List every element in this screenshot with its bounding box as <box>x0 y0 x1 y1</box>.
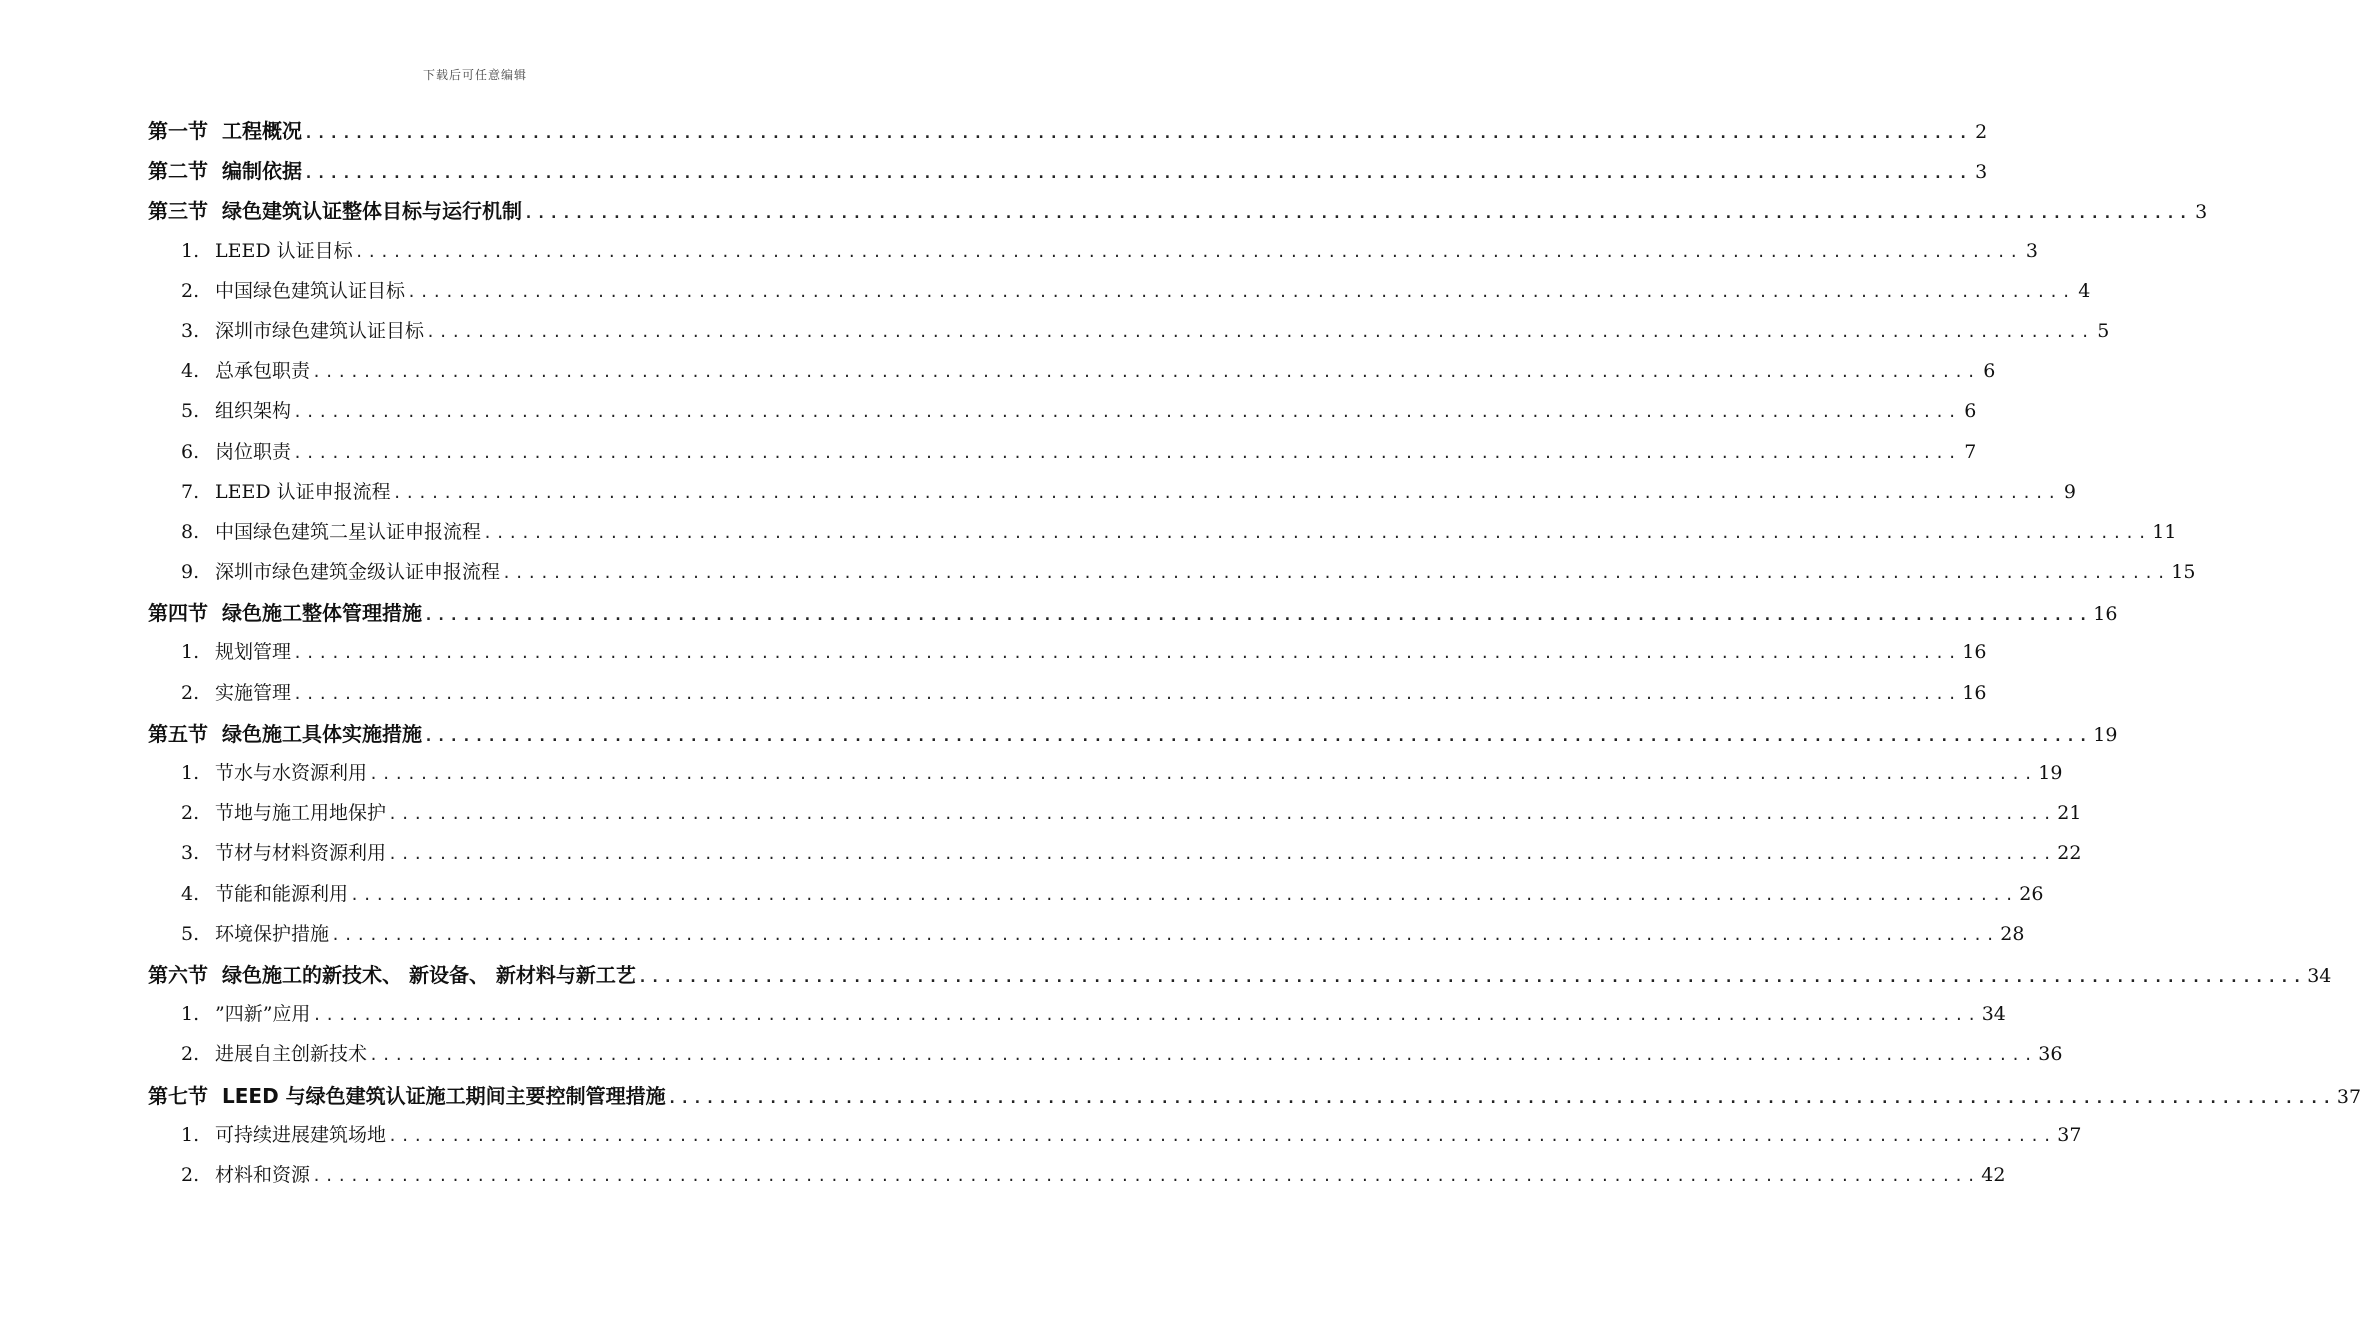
toc-entry-title: 材料和资源 <box>215 1163 311 1186</box>
toc-subsection-entry[interactable] <box>148 999 2006 1039</box>
toc-section-number: 第三节 <box>148 199 208 224</box>
toc-page-number: 5 <box>2097 319 2110 342</box>
toc-subsection-entry[interactable] <box>148 838 2082 878</box>
toc-entry-label <box>181 1160 310 1187</box>
toc-entry-label <box>181 637 291 664</box>
toc-entry-label <box>181 236 353 263</box>
toc-section-entry[interactable] <box>148 597 2118 637</box>
toc-entry-label <box>181 999 310 1026</box>
toc-page-number: 4 <box>2078 279 2091 302</box>
toc-entry-label <box>148 115 302 144</box>
toc-subsection-entry[interactable] <box>148 758 2063 798</box>
toc-dot-leader: .................................................................................................................................... <box>388 805 2056 824</box>
toc-subsection-entry[interactable] <box>148 1160 2006 1200</box>
toc-item-number: 9. <box>181 561 200 584</box>
toc-entry-label <box>148 597 422 626</box>
toc-item-number: 2. <box>181 279 200 302</box>
toc-section-entry[interactable] <box>148 195 2208 235</box>
toc-section-number: 第七节 <box>148 1083 208 1108</box>
toc-dot-leader: .................................................................................................................................... <box>483 523 2151 542</box>
toc-page-number: 3 <box>2025 239 2038 262</box>
toc-item-number: 1. <box>181 1123 200 1146</box>
toc-section-entry[interactable] <box>148 115 1988 155</box>
toc-entry-label <box>181 356 310 383</box>
toc-page-number: 2 <box>1975 121 1988 143</box>
toc-item-number: 2. <box>181 1043 200 1066</box>
toc-page-number: 34 <box>1981 1003 2006 1026</box>
toc-entry-title: 环境保护措施 <box>215 922 330 945</box>
toc-entry-title: 绿色施工的新技术、 新设备、 新材料与新工艺 <box>222 962 636 987</box>
toc-dot-leader: .................................................................................................................................... <box>407 282 2075 301</box>
toc-dot-leader: .................................................................................................................................... <box>293 644 1961 663</box>
toc-entry-title: ”四新”应用 <box>215 1003 311 1026</box>
toc-subsection-entry[interactable] <box>148 678 1987 718</box>
toc-page-number: 22 <box>2057 842 2082 865</box>
toc-dot-leader: .................................................................................................................................... <box>312 1006 1980 1025</box>
toc-item-number: 6. <box>181 440 200 463</box>
toc-item-number: 8. <box>181 520 200 543</box>
toc-item-number: 2. <box>181 1163 200 1186</box>
toc-dot-leader: .................................................................................................................................... <box>304 124 1972 142</box>
toc-page-number: 26 <box>2019 882 2044 905</box>
toc-page-number: 6 <box>1964 400 1977 423</box>
toc-page-number: 42 <box>1981 1163 2006 1186</box>
toc-entry-title: 深圳市绿色建筑认证目标 <box>215 319 425 342</box>
toc-entry-label <box>181 517 481 544</box>
toc-dot-leader: .................................................................................................................................... <box>369 765 2037 783</box>
toc-item-number: 4. <box>181 360 200 383</box>
toc-item-number: 1. <box>181 641 200 664</box>
toc-entry-title: 工程概况 <box>222 119 302 143</box>
toc-section-number: 第一节 <box>148 119 208 143</box>
toc-entry-title: 总承包职责 <box>215 360 311 383</box>
toc-entry-label <box>181 758 367 785</box>
toc-entry-title: 节材与材料资源利用 <box>215 842 387 865</box>
toc-entry-label <box>181 477 391 504</box>
toc-entry-title: LEED 认证目标 <box>215 239 353 262</box>
toc-entry-title: 可持续进展建筑场地 <box>215 1123 387 1146</box>
toc-entry-title: 规划管理 <box>215 641 292 664</box>
toc-dot-leader: .................................................................................................................................... <box>388 1126 2056 1145</box>
toc-entry-label <box>181 276 405 303</box>
toc-entry-title: 组织架构 <box>215 400 292 423</box>
toc-item-number: 1. <box>181 762 200 784</box>
toc-entry-title: 中国绿色建筑二星认证申报流程 <box>215 520 482 543</box>
toc-entry-label <box>148 155 302 184</box>
toc-entry-label <box>181 437 291 464</box>
toc-page-number: 37 <box>2057 1123 2082 1146</box>
toc-dot-leader: .................................................................................................................................... <box>424 606 2092 625</box>
toc-page-number: 36 <box>2038 1043 2063 1066</box>
toc-subsection-entry[interactable] <box>148 236 2038 276</box>
toc-entry-title: LEED 与绿色建筑认证施工期间主要控制管理措施 <box>222 1083 666 1108</box>
toc-entry-title: 绿色施工整体管理措施 <box>222 601 422 626</box>
toc-page-number: 21 <box>2057 802 2082 825</box>
toc-dot-leader: .................................................................................................................................... <box>426 322 2094 341</box>
toc-dot-leader: .................................................................................................................................... <box>293 443 1961 462</box>
toc-dot-leader: .................................................................................................................................... <box>637 967 2306 986</box>
toc-page-number: 6 <box>1983 360 1996 383</box>
toc-subsection-entry[interactable] <box>148 477 2076 517</box>
toc-item-number: 7. <box>181 480 200 503</box>
toc-section-number: 第四节 <box>148 601 208 626</box>
toc-entry-label <box>181 798 386 825</box>
toc-section-number: 第五节 <box>148 721 208 746</box>
toc-dot-leader: .................................................................................................................................... <box>293 403 1961 422</box>
toc-page-number: 37 <box>2336 1085 2361 1108</box>
toc-entry-title: 深圳市绿色建筑金级认证申报流程 <box>215 561 501 584</box>
toc-dot-leader: .................................................................................................................................... <box>524 204 2192 223</box>
toc-dot-leader: .................................................................................................................................... <box>312 1166 1980 1185</box>
toc-item-number: 3. <box>181 842 200 865</box>
toc-page-number: 28 <box>2000 922 2025 945</box>
toc-dot-leader: .................................................................................................................................... <box>312 363 1980 382</box>
table-of-contents <box>148 115 2361 1200</box>
toc-subsection-entry[interactable] <box>148 356 1996 396</box>
toc-subsection-entry[interactable] <box>148 316 2110 356</box>
toc-dot-leader: .................................................................................................................................... <box>502 564 2170 583</box>
toc-dot-leader: .................................................................................................................................... <box>369 1046 2037 1065</box>
toc-subsection-entry[interactable] <box>148 798 2082 838</box>
toc-entry-label <box>181 919 329 946</box>
toc-page-number: 7 <box>1964 440 1977 463</box>
toc-dot-leader: .................................................................................................................................... <box>392 483 2060 502</box>
toc-entry-title: 绿色建筑认证整体目标与运行机制 <box>222 199 522 224</box>
toc-entry-title: 进展自主创新技术 <box>215 1043 368 1066</box>
toc-dot-leader: .................................................................................................................................... <box>331 925 1999 944</box>
toc-entry-label <box>181 316 424 343</box>
toc-dot-leader: .................................................................................................................................... <box>667 1088 2335 1107</box>
toc-section-entry[interactable] <box>148 155 1988 195</box>
toc-page-number: 9 <box>2063 480 2076 503</box>
toc-section-entry[interactable] <box>148 959 2332 999</box>
toc-entry-title: 节地与施工用地保护 <box>215 802 387 825</box>
toc-subsection-entry[interactable] <box>148 517 2177 557</box>
toc-dot-leader: .................................................................................................................................... <box>350 885 2018 904</box>
toc-entry-title: 节能和能源利用 <box>215 882 349 905</box>
toc-dot-leader: .................................................................................................................................... <box>304 164 1972 183</box>
toc-dot-leader: .................................................................................................................................... <box>424 726 2092 745</box>
toc-subsection-entry[interactable] <box>148 276 2091 316</box>
toc-entry-title: 岗位职责 <box>215 440 292 463</box>
toc-item-number: 1. <box>181 1003 200 1026</box>
toc-entry-label <box>181 879 348 906</box>
toc-subsection-entry[interactable] <box>148 1039 2063 1079</box>
toc-subsection-entry[interactable] <box>148 557 2196 597</box>
toc-item-number: 3. <box>181 319 200 342</box>
toc-entry-label <box>148 195 522 224</box>
toc-entry-title: LEED 认证申报流程 <box>215 480 391 503</box>
toc-page-number: 15 <box>2171 561 2196 584</box>
toc-entry-label <box>181 838 386 865</box>
toc-item-number: 2. <box>181 802 200 825</box>
toc-dot-leader: .................................................................................................................................... <box>388 845 2056 864</box>
toc-dot-leader: .................................................................................................................................... <box>354 242 2022 261</box>
toc-item-number: 2. <box>181 681 200 704</box>
toc-item-number: 4. <box>181 882 200 905</box>
toc-page-number: 19 <box>2038 762 2063 784</box>
toc-entry-title: 节水与水资源利用 <box>215 762 368 784</box>
toc-page-number: 34 <box>2307 964 2332 987</box>
toc-page-number: 16 <box>1962 681 1987 704</box>
toc-subsection-entry[interactable] <box>148 396 1977 436</box>
toc-page-number: 11 <box>2152 520 2177 543</box>
toc-item-number: 5. <box>181 400 200 423</box>
toc-subsection-entry[interactable] <box>148 879 2044 919</box>
toc-entry-label <box>148 718 422 747</box>
toc-section-entry[interactable] <box>148 718 2118 758</box>
toc-item-number: 1. <box>181 239 200 262</box>
toc-entry-label <box>181 678 291 705</box>
toc-page-number: 3 <box>1975 161 1988 184</box>
toc-entry-label <box>181 1120 386 1147</box>
toc-entry-label <box>181 1039 367 1066</box>
toc-entry-label <box>148 1080 666 1109</box>
toc-section-entry[interactable] <box>148 1080 2361 1120</box>
toc-page-number: 19 <box>2093 723 2118 746</box>
toc-subsection-entry[interactable] <box>148 637 1987 677</box>
toc-entry-title: 实施管理 <box>215 681 292 704</box>
toc-entry-title: 绿色施工具体实施措施 <box>222 721 422 746</box>
toc-subsection-entry[interactable] <box>148 1120 2082 1160</box>
toc-page-number: 3 <box>2195 201 2208 224</box>
toc-entry-label <box>181 557 500 584</box>
toc-section-number: 第二节 <box>148 159 208 184</box>
toc-page-number: 16 <box>1962 641 1987 664</box>
toc-entry-title: 编制依据 <box>222 159 302 184</box>
toc-subsection-entry[interactable] <box>148 919 2025 959</box>
toc-entry-label <box>181 396 291 423</box>
toc-page-number: 16 <box>2093 603 2118 626</box>
page-header: 下载后可任意编辑 <box>422 68 527 82</box>
toc-subsection-entry[interactable] <box>148 437 1977 477</box>
toc-entry-title: 中国绿色建筑认证目标 <box>215 279 406 302</box>
toc-section-number: 第六节 <box>148 962 208 987</box>
toc-item-number: 5. <box>181 922 200 945</box>
toc-dot-leader: .................................................................................................................................... <box>293 684 1961 703</box>
toc-entry-label <box>148 959 636 988</box>
